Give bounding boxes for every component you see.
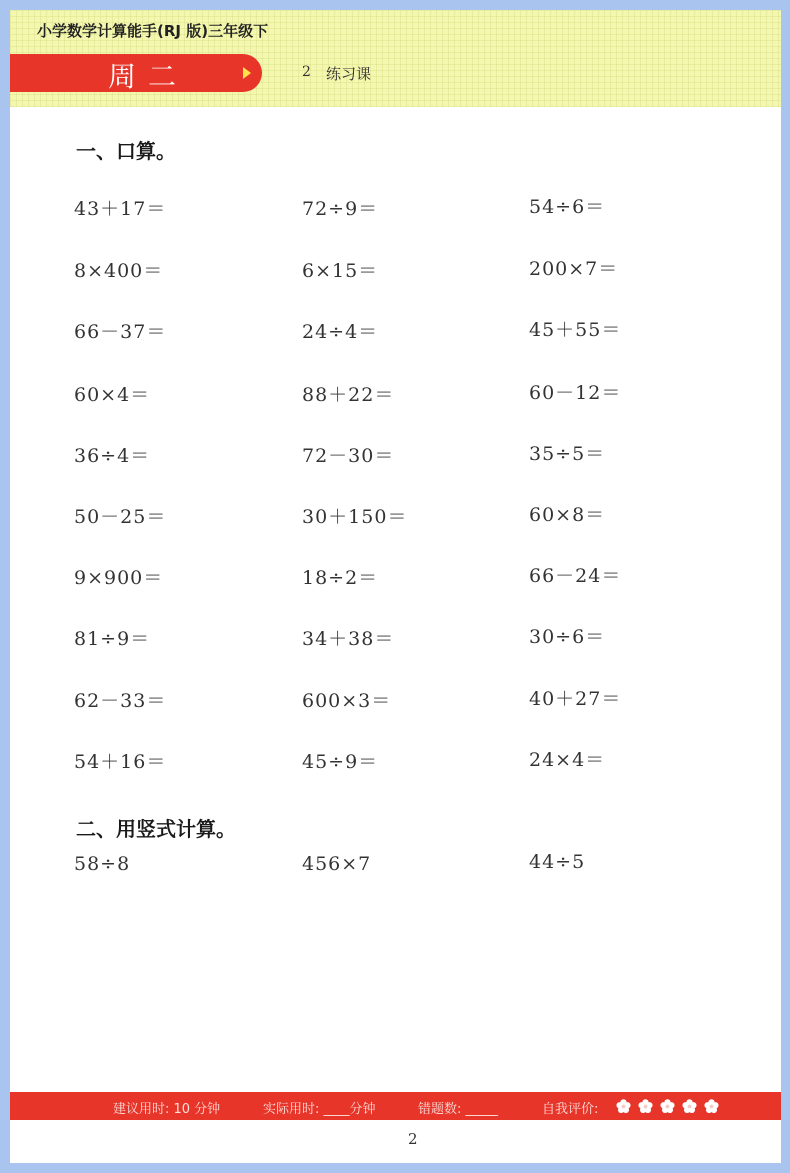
oral-problem: 60×8＝ xyxy=(529,504,606,526)
oral-problem: 24×4＝ xyxy=(529,749,606,771)
flower-icon xyxy=(660,1099,675,1114)
oral-problem: 54＋16＝ xyxy=(74,751,167,773)
vertical-problem: 58÷8 xyxy=(74,853,131,875)
lesson-name: 练习课 xyxy=(326,65,372,83)
oral-problem: 88＋22＝ xyxy=(302,384,395,406)
flower-icon xyxy=(616,1099,631,1114)
footer-band xyxy=(10,1092,781,1120)
oral-problem: 30＋150＝ xyxy=(302,506,408,528)
day-label: 周二 xyxy=(108,60,189,93)
oral-problem: 6×15＝ xyxy=(302,260,379,282)
oral-problem: 66－37＝ xyxy=(74,321,167,343)
oral-problem: 66－24＝ xyxy=(529,565,622,587)
self-evaluation-label: 自我评价: xyxy=(542,1102,599,1117)
oral-problem: 600×3＝ xyxy=(302,690,392,712)
oral-problem: 18÷2＝ xyxy=(302,567,379,589)
flower-icon xyxy=(638,1099,653,1114)
oral-problem: 72÷9＝ xyxy=(302,198,379,220)
oral-problem: 40＋27＝ xyxy=(529,688,622,710)
oral-problem: 34＋38＝ xyxy=(302,628,395,650)
error-count: 错题数: _____ xyxy=(418,1102,499,1117)
page-number: 2 xyxy=(408,1130,418,1148)
suggested-time: 建议用时: 10 分钟 xyxy=(113,1102,221,1117)
oral-problem: 9×900＝ xyxy=(74,567,164,589)
book-title: 小学数学计算能手(RJ 版)三年级下 xyxy=(37,22,269,40)
section-2-heading: 二、用竖式计算。 xyxy=(76,817,236,841)
oral-problem: 36÷4＝ xyxy=(74,445,151,467)
oral-problem: 35÷5＝ xyxy=(529,443,606,465)
vertical-problem: 456×7 xyxy=(302,853,372,875)
vertical-problem: 44÷5 xyxy=(529,851,586,873)
oral-problem: 62－33＝ xyxy=(74,690,167,712)
workbook-page xyxy=(10,10,781,1163)
oral-problem: 81÷9＝ xyxy=(74,628,151,650)
section-1-heading: 一、口算。 xyxy=(76,139,176,163)
flower-icon xyxy=(682,1099,697,1114)
oral-problem: 72－30＝ xyxy=(302,445,395,467)
actual-time: 实际用时: ____分钟 xyxy=(263,1102,376,1117)
oral-problem: 45÷9＝ xyxy=(302,751,379,773)
oral-problem: 50－25＝ xyxy=(74,506,167,528)
header-band xyxy=(10,10,781,107)
oral-problem: 60×4＝ xyxy=(74,384,151,406)
oral-problem: 8×400＝ xyxy=(74,260,164,282)
lesson-number: 2 xyxy=(302,64,311,80)
day-banner xyxy=(10,54,262,92)
oral-problem: 54÷6＝ xyxy=(529,196,606,218)
flower-icon xyxy=(704,1099,719,1114)
oral-problem: 30÷6＝ xyxy=(529,626,606,648)
oral-problem: 45＋55＝ xyxy=(529,319,622,341)
oral-problem: 60－12＝ xyxy=(529,382,622,404)
oral-problem: 43＋17＝ xyxy=(74,198,167,220)
arrow-right-icon xyxy=(243,67,251,79)
oral-problem: 24÷4＝ xyxy=(302,321,379,343)
oral-problem: 200×7＝ xyxy=(529,258,619,280)
